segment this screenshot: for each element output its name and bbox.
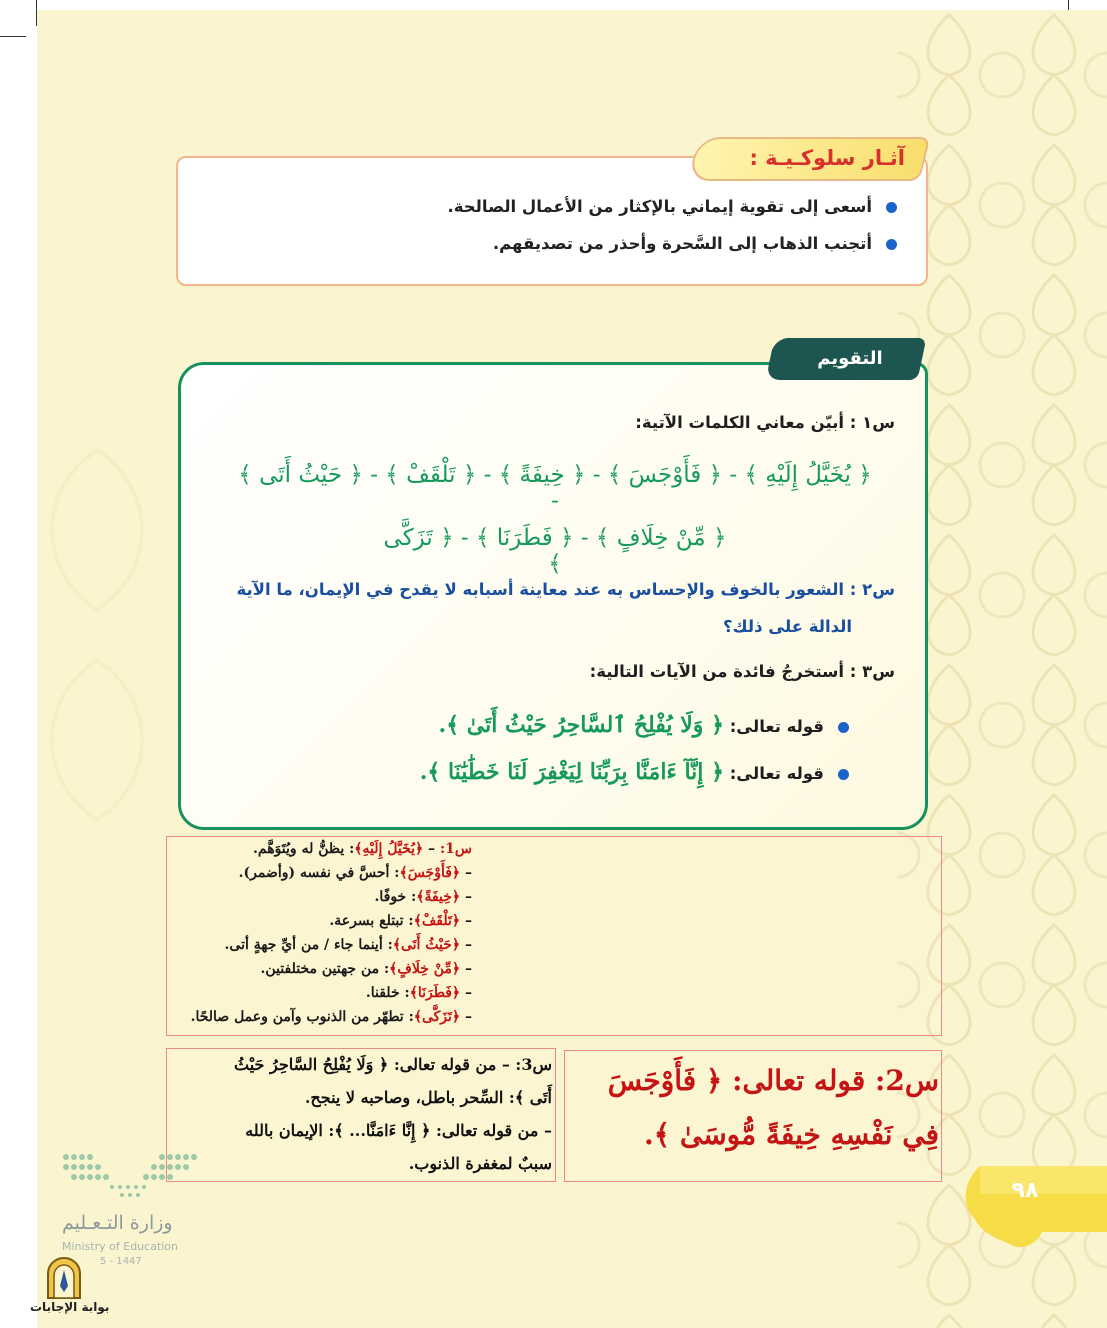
ministry-name-english: Ministry of Education <box>62 1240 179 1253</box>
question-3: س٣ : أستخرجُ فائدة من الآيات التالية: <box>589 662 895 681</box>
page-number: ٩٨ <box>1011 1178 1039 1203</box>
quran-verse: ﴿ إِنَّآ ءَامَنَّا بِرَبِّنَا لِيَغْفِرَ لَنَا خَطَٰيَٰنَا ﴾. <box>419 759 724 785</box>
answer-1-line: – ﴿خِيفَةً﴾: خوفًا. <box>374 889 472 905</box>
question-2-line-1: س٢ : الشعور بالخوف والإحساس به عند معاينة أسبابه لا يقدح في الإيمان، ما الآية <box>236 580 895 599</box>
quran-word: فَطَرَنَا <box>496 525 553 551</box>
bullet-icon <box>838 769 849 780</box>
quran-word: فَأَوْجَسَ <box>628 462 702 488</box>
crop-mark <box>0 36 26 37</box>
answer-1-line: – ﴿فَطَرَنَا﴾: خلقنا. <box>365 985 472 1001</box>
ministry-logo-icon <box>62 1153 198 1203</box>
portal-name: بوابة الإجابات <box>30 1300 110 1314</box>
answer-1-line: – ﴿تَلْقَفْ﴾: تبتلع بسرعة. <box>329 913 472 929</box>
portal-logo-icon <box>42 1256 86 1300</box>
quran-verse: ﴿ وَلَا يُفْلِحُ ٱلسَّاحِرُ حَيْثُ أَتَىٰ ﴾. <box>438 712 724 738</box>
behavioral-effects-title: آثـار سلوكـيـة : <box>749 146 905 170</box>
behavioral-item: أتجنب الذهاب إلى السَّحرة وأحذر من تصديقهم. <box>493 234 897 253</box>
behavioral-item: أسعى إلى تقوية إيماني بالإكثار من الأعمال الصالحة. <box>448 197 897 216</box>
quran-word: تَزَكَّى <box>383 525 433 551</box>
answer-1-line: – ﴿مِّنْ خِلَافٍ﴾: من جهتين مختلفتين. <box>260 961 472 977</box>
answer-1-line: – ﴿فَأَوْجَسَ﴾: أحسَّ في نفسه (وأضمر). <box>238 865 472 881</box>
answer-2-line: فِي نَفْسِهِ خِيفَةً مُّوسَىٰ ﴾. <box>643 1118 939 1151</box>
quran-words-row-2: ﴿ مِّنْ خِلَافٍ ﴾ - ﴿ فَطَرَنَا ﴾ - ﴿ تَزَكَّى ﴾ <box>383 525 727 577</box>
page-number-badge <box>960 1160 1107 1252</box>
answer-3-line: أَتَى ﴾: السِّحر باطل، وصاحبه لا ينجح. <box>304 1088 552 1107</box>
bullet-icon <box>838 722 849 733</box>
bullet-icon <box>886 239 897 250</box>
question-3-item: قوله تعالى: ﴿ وَلَا يُفْلِحُ ٱلسَّاحِرُ حَيْثُ أَتَىٰ ﴾. <box>439 712 849 738</box>
quran-word: تَلْقَفْ <box>406 462 456 488</box>
answer-3-line: س3: – من قوله تعالى: ﴿ وَلَا يُفْلِحُ السَّاحِرُ حَيْثُ <box>233 1055 552 1074</box>
question-1: س١ : أبيّن معاني الكلمات الآتية: <box>635 413 895 432</box>
answer-1-line: – ﴿حَيْثُ أَتَى﴾: أينما جاء / من أيِّ جهةٍ أتى. <box>224 937 472 953</box>
answer-1-line: – ﴿تَزَكَّى﴾: تطهّر من الذنوب وآمن وعمل صالحًا. <box>190 1009 472 1025</box>
quran-words-row-1: ﴿ يُخَيَّلُ إِلَيْهِ ﴾ - ﴿ فَأَوْجَسَ ﴾ - ﴿ خِيفَةً ﴾ - ﴿ تَلْقَفْ ﴾ - ﴿ حَيْثُ أَتَى ﴾ - <box>238 462 872 514</box>
quran-word: حَيْثُ أَتَى <box>259 462 343 488</box>
quran-word: خِيفَةً <box>519 462 565 488</box>
page-badge-shape <box>960 1160 1107 1252</box>
question-2-line-2: الدالة على ذلك؟ <box>722 617 852 636</box>
ministry-name-arabic: وزارة التـعـليم <box>62 1212 173 1234</box>
evaluation-title: التقويم <box>817 348 883 369</box>
quran-word: مِّنْ خِلَافٍ <box>616 525 706 551</box>
bullet-icon <box>886 202 897 213</box>
answer-3-line: – من قوله تعالى: ﴿ إِنَّا ءَامَنَّا... ﴾: الإيمان بالله <box>245 1121 552 1140</box>
answer-1-line: س1: – ﴿يُخَيَّلُ إِلَيْهِ﴾: يظنُّ له ويُتَوَهَّم. <box>253 841 472 857</box>
quran-word: يُخَيَّلُ إِلَيْهِ <box>765 462 851 488</box>
ministry-year: 5 - 1447 <box>100 1256 142 1267</box>
question-3-item: قوله تعالى: ﴿ إِنَّآ ءَامَنَّا بِرَبِّنَا لِيَغْفِرَ لَنَا خَطَٰيَٰنَا ﴾. <box>420 759 849 785</box>
answer-3-line: سببٌ لمغفرة الذنوب. <box>408 1154 552 1173</box>
answer-2-line: س2: قوله تعالى: ﴿ فَأَوْجَسَ <box>607 1064 939 1097</box>
